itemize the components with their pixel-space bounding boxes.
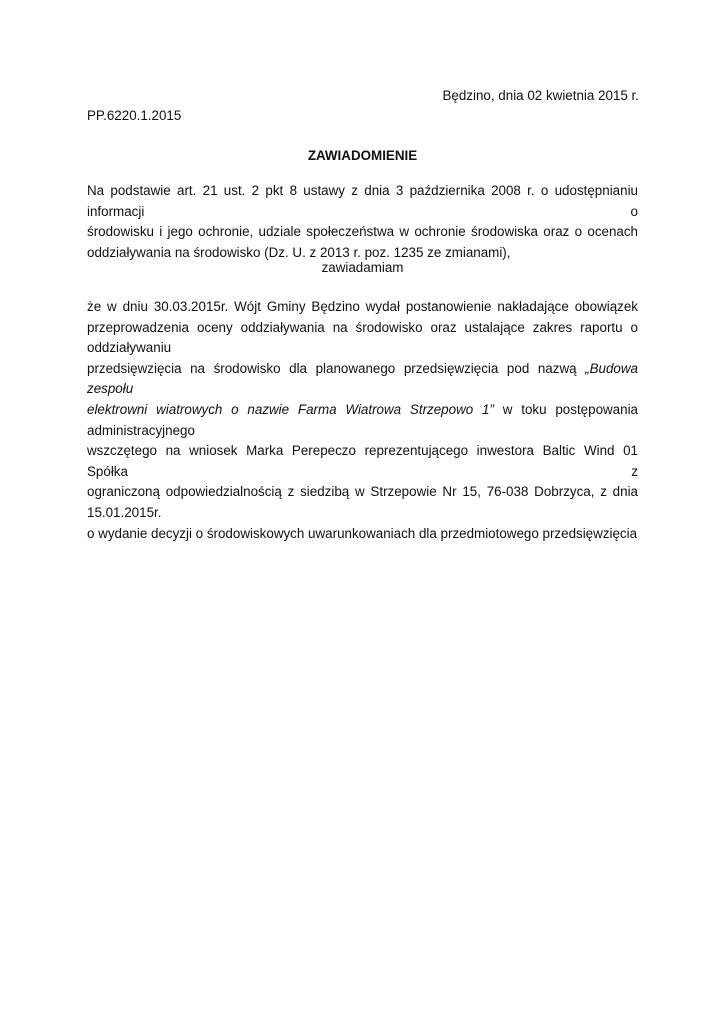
paragraph-line: środowisku i jego ochronie, udziale społeczeństwa w ochronie środowiska oraz o ocenach xyxy=(87,224,638,240)
line-text: przedsięwzięcia na środowisko dla planowanego przedsięwzięcia pod nazwą xyxy=(87,360,586,376)
notice-word: zawiadamiam xyxy=(321,260,404,275)
paragraph-decision xyxy=(87,297,638,544)
reference-number: PP.6220.1.2015 xyxy=(87,108,182,123)
paragraph-line: że w dniu 30.03.2015r. Wójt Gminy Będzino wydał postanowienie nakładające obowiązek xyxy=(87,299,638,314)
paragraph-line: oddziaływania na środowisko (Dz. U. z 2013 r. poz. 1235 ze zmianami), xyxy=(87,244,511,260)
place-and-date: Będzino, dnia 02 kwietnia 2015 r. xyxy=(442,88,639,103)
paragraph-line: przeprowadzenia oceny oddziaływania na środowisko oraz ustalające zakres raportu o oddziaływaniu xyxy=(87,319,638,356)
paragraph-legal-basis xyxy=(87,181,638,263)
paragraph-line: o wydanie decyzji o środowiskowych uwarunkowaniach dla przedmiotowego przedsięwzięcia xyxy=(87,525,638,541)
document-title: ZAWIADOMIENIE xyxy=(307,148,418,163)
line-text: w toku postępowania administracyjnego xyxy=(87,401,638,438)
paragraph-line: ograniczoną odpowiedzialnością z siedzibą w Strzepowie Nr 15, 76-038 Dobrzyca, z dnia 15.01.2015r. xyxy=(87,484,638,520)
paragraph-line: Na podstawie art. 21 ust. 2 pkt 8 ustawy z dnia 3 października 2008 r. o udostępnianiu informacji o xyxy=(87,183,638,219)
paragraph-line: wszczętego na wniosek Marka Perepeczo reprezentującego inwestora Baltic Wind 01 Spółka z xyxy=(87,443,638,479)
paragraph-line xyxy=(87,359,638,400)
paragraph-line xyxy=(87,400,638,441)
project-name-end: elektrowni wiatrowych o nazwie Farma Wiatrowa Strzepowo 1” xyxy=(87,401,494,417)
project-name-start: „Budowa zespołu xyxy=(87,360,638,397)
